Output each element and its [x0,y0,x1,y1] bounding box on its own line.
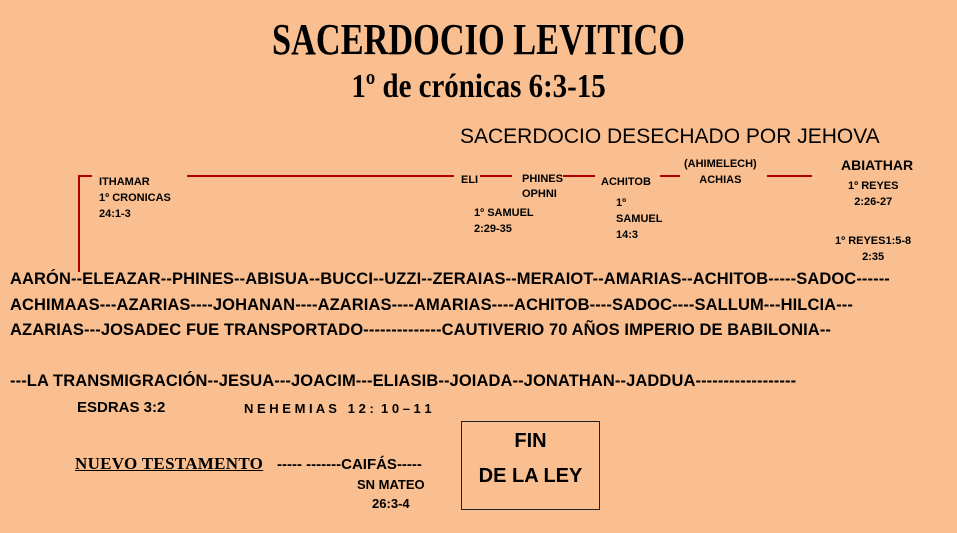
node-phines-ophni: PHINES OPHNI [522,173,563,200]
page-title: SACERDOCIO LEVITICO [272,15,685,64]
node-achias: (AHIMELECH) ACHIAS [684,158,757,186]
node-achitob: ACHITOB [601,176,651,188]
end-of-law-line-2: DE LA LEY [478,465,583,487]
caifas-line: ----- -------CAIFÁS----- [277,456,422,473]
connector-achitob-achias [660,175,680,177]
connector-achias-abiathar [767,175,812,177]
page-subtitle: 1º de crónicas 6:3-15 [351,68,606,105]
node-ithamar: ITHAMAR 1º CRONICAS 24:1-3 [99,176,171,220]
ref-samuel-1: 1º SAMUEL 2:29-35 [474,207,534,235]
lineage-line-3: AZARIAS---JOSADEC FUE TRANSPORTADO--------------CAUTIVERIO 70 AÑOS IMPERIO DE BABILONIA-- [10,321,832,339]
lineage-line-1: AARÓN--ELEAZAR--PHINES--ABISUA--BUCCI--UZZI--ZERAIAS--MERAIOT--AMARIAS--ACHITOB-----SADOC------ [10,270,890,288]
ref-reyes-2: 1º REYES1:5-8 2:35 [835,235,912,261]
lineage-line-4: ---LA TRANSMIGRACIÓN--JESUA---JOACIM---ELIASIB--JOIADA--JONATHAN--JADDUA------------------ [10,372,797,390]
node-eli: ELI [461,174,479,186]
connector-eli-phines [480,175,512,177]
ref-reyes-1: 1º REYES 2:26-27 [848,180,899,208]
connector-phines-achitob [563,175,595,177]
node-abiathar: ABIATHAR [841,157,914,173]
ref-nehemias: N E H E M I A S 1 2 : 1 0 – 1 1 [244,401,432,416]
ref-samuel-2: 1º SAMUEL 14:3 [616,197,663,241]
new-testament-label: NUEVO TESTAMENTO [75,454,264,473]
end-of-law-box [461,421,600,510]
rejected-priesthood-heading: SACERDOCIO DESECHADO POR JEHOVA [460,125,880,148]
ref-mateo: SN MATEO 26:3-4 [357,477,425,511]
lineage-line-2: ACHIMAAS---AZARIAS----JOHANAN----AZARIAS----AMARIAS----ACHITOB----SADOC----SALLUM---HILCIA--- [10,296,853,314]
end-of-law-line-1: FIN [514,430,547,452]
connector-vertical [78,175,80,272]
ref-esdras: ESDRAS 3:2 [77,399,166,416]
connector-ithamar-eli [187,175,454,177]
connector-top-left [78,175,92,177]
